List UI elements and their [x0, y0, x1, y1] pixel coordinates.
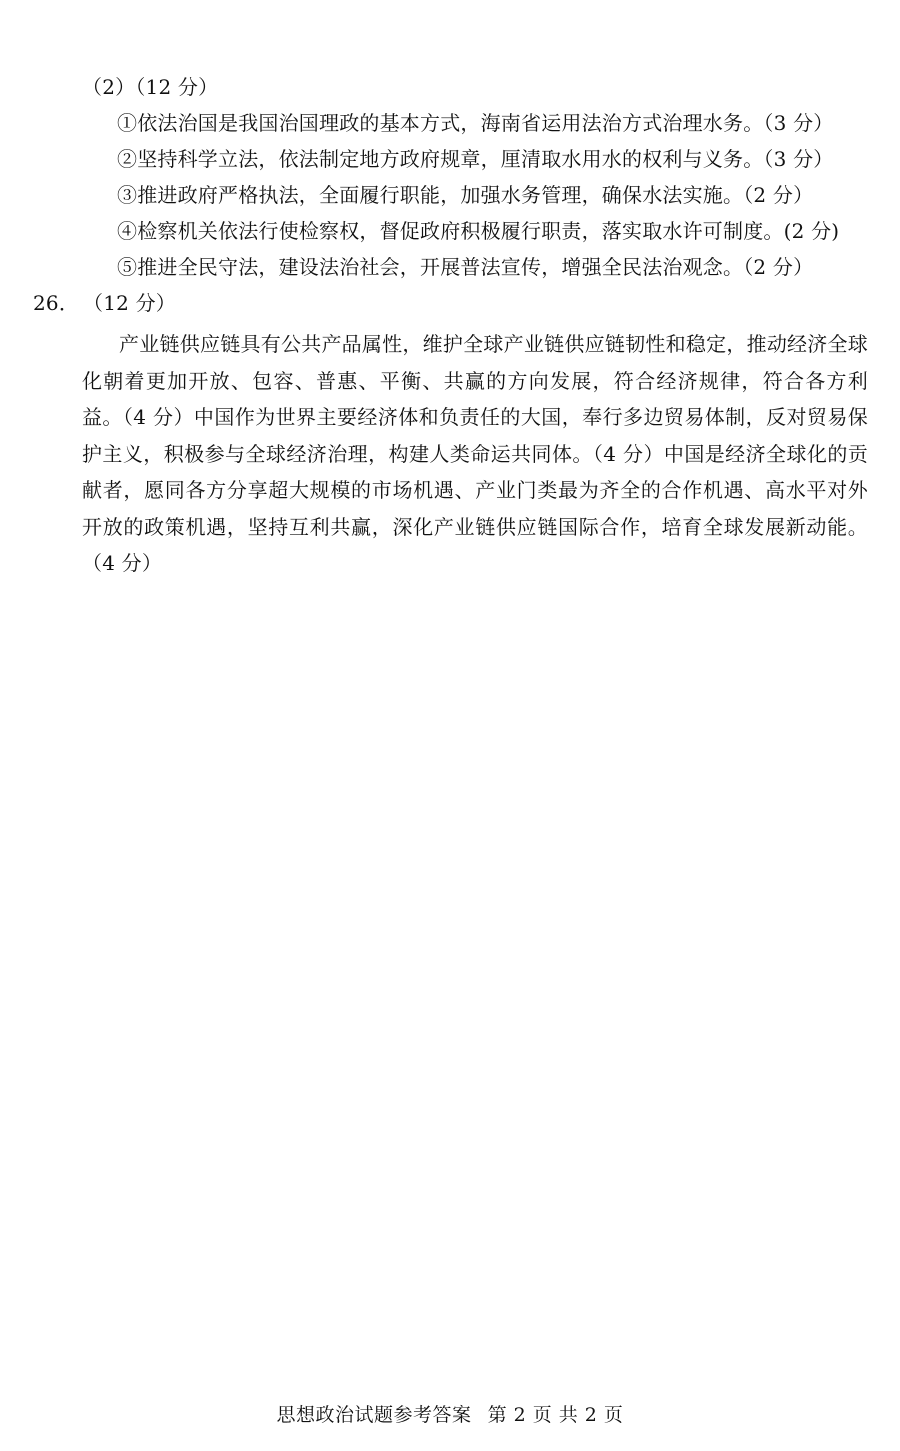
answer-point-5: ⑤推进全民守法，建设法治社会，开展普法宣传，增强全民法治观念。（2 分）: [117, 255, 814, 279]
answer-point-1: ①依法治国是我国治国理政的基本方式，海南省运用法治方式治理水务。（3 分）: [117, 111, 834, 135]
question-26-answer-paragraph: 产业链供应链具有公共产品属性，维护全球产业链供应链韧性和稳定，推动经济全球化朝着更加开放、包容、普惠、平衡、共赢的方向发展，符合经济规律，符合各方利益。（4 分）中国作为世界主要经济体和负责任的大国，奉行多边贸易体制，反对贸易保护主义，积极参与全球经济治理，构建人类命运共同体。（4 分）中国是经济全球化的贡献者，愿同各方分享超大规模的市场机遇、产业门类最为齐全的合作机遇、高水平对外开放的政策机遇，坚持互利共赢，深化产业链供应链国际合作，培育全球发展新动能。（4 分）: [82, 332, 868, 575]
answer-point-2: ②坚持科学立法，依法制定地方政府规章，厘清取水用水的权利与义务。（3 分）: [117, 147, 834, 171]
answer-point-4: ④检察机关依法行使检察权，督促政府积极履行职责，落实取水许可制度。(2 分): [117, 219, 840, 243]
footer-title: 思想政治试题参考答案: [276, 1404, 472, 1426]
page-footer: [0, 1403, 900, 1427]
footer-page-info: 第 2 页 共 2 页: [487, 1404, 624, 1426]
part-2-heading: （2）（12 分）: [82, 75, 219, 99]
question-26-heading: [33, 291, 176, 315]
question-score: （12 分）: [83, 291, 177, 315]
answer-point-3: ③推进政府严格执法，全面履行职能，加强水务管理，确保水法实施。（2 分）: [117, 183, 814, 207]
question-number: 26．: [33, 291, 80, 315]
